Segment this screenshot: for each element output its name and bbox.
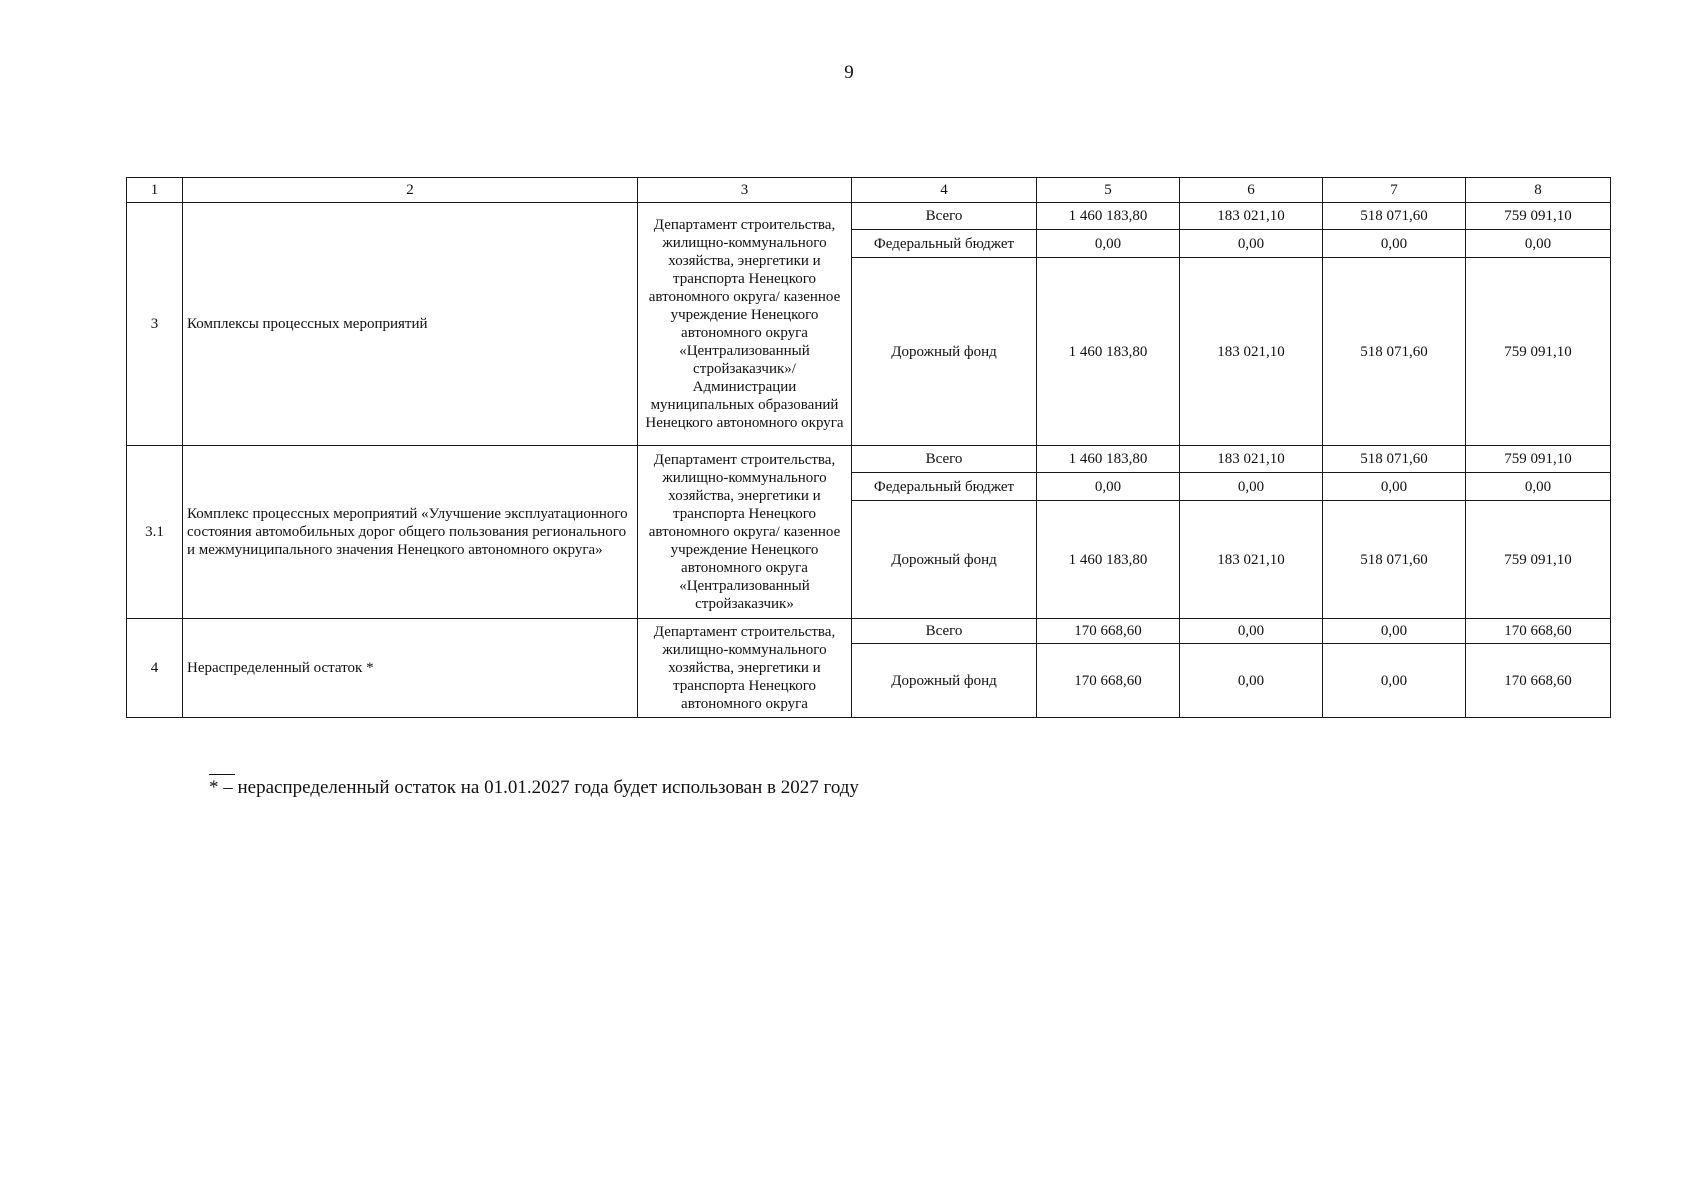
funding-source: Федеральный бюджет — [852, 230, 1037, 258]
amount-cell: 0,00 — [1180, 230, 1323, 258]
amount-cell: 759 091,10 — [1466, 501, 1611, 619]
row-number: 3 — [127, 203, 183, 446]
amount-cell: 0,00 — [1037, 473, 1180, 501]
page-number: 9 — [844, 62, 854, 83]
amount-cell: 0,00 — [1323, 644, 1466, 718]
funding-source: Дорожный фонд — [852, 258, 1037, 446]
executor-cell: Департамент строительства, жилищно-коммунального хозяйства, энергетики и транспорта Ненецкого автономного округа/ казенное учреждение Ненецкого автономного округа «Централизованный стройзаказчик»/ Администрации муниципальных образований Ненецкого автономного округа — [638, 203, 852, 446]
amount-cell: 0,00 — [1323, 230, 1466, 258]
amount-cell: 1 460 183,80 — [1037, 446, 1180, 473]
header-cell: 5 — [1037, 178, 1180, 203]
amount-cell: 170 668,60 — [1466, 619, 1611, 644]
funding-source: Всего — [852, 203, 1037, 230]
amount-cell: 0,00 — [1180, 619, 1323, 644]
amount-cell: 759 091,10 — [1466, 258, 1611, 446]
table-row — [127, 619, 1611, 644]
table-row — [127, 446, 1611, 473]
footnote-divider — [209, 774, 235, 775]
header-cell: 3 — [638, 178, 852, 203]
measure-name: Комплексы процессных мероприятий — [183, 203, 638, 446]
amount-cell: 0,00 — [1180, 644, 1323, 718]
header-row — [127, 178, 1611, 203]
amount-cell: 170 668,60 — [1037, 644, 1180, 718]
amount-cell: 0,00 — [1466, 230, 1611, 258]
executor-cell: Департамент строительства, жилищно-коммунального хозяйства, энергетики и транспорта Ненецкого автономного округа/ казенное учреждение Ненецкого автономного округа «Централизованный стройзаказчик» — [638, 446, 852, 619]
measure-name: Нераспределенный остаток * — [183, 619, 638, 718]
amount-cell: 0,00 — [1037, 230, 1180, 258]
amount-cell: 1 460 183,80 — [1037, 203, 1180, 230]
funding-source: Всего — [852, 619, 1037, 644]
amount-cell: 0,00 — [1323, 619, 1466, 644]
amount-cell: 518 071,60 — [1323, 203, 1466, 230]
amount-cell: 518 071,60 — [1323, 501, 1466, 619]
table-row — [127, 203, 1611, 230]
amount-cell: 1 460 183,80 — [1037, 258, 1180, 446]
amount-cell: 0,00 — [1180, 473, 1323, 501]
amount-cell: 183 021,10 — [1180, 203, 1323, 230]
header-cell: 8 — [1466, 178, 1611, 203]
executor-cell: Департамент строительства, жилищно-коммунального хозяйства, энергетики и транспорта Ненецкого автономного округа — [638, 619, 852, 718]
funding-source: Дорожный фонд — [852, 501, 1037, 619]
amount-cell: 518 071,60 — [1323, 446, 1466, 473]
budget-table — [126, 177, 1611, 718]
amount-cell: 170 668,60 — [1466, 644, 1611, 718]
amount-cell: 183 021,10 — [1180, 501, 1323, 619]
measure-name: Комплекс процессных мероприятий «Улучшение эксплуатационного состояния автомобильных дорог общего пользования регионального и межмуниципального значения Ненецкого автономного округа» — [183, 446, 638, 619]
amount-cell: 0,00 — [1466, 473, 1611, 501]
header-cell: 7 — [1323, 178, 1466, 203]
footnote: * – нераспределенный остаток на 01.01.2027 года будет использован в 2027 году — [209, 777, 859, 798]
amount-cell: 759 091,10 — [1466, 203, 1611, 230]
row-number: 4 — [127, 619, 183, 718]
header-cell: 4 — [852, 178, 1037, 203]
funding-source: Всего — [852, 446, 1037, 473]
amount-cell: 518 071,60 — [1323, 258, 1466, 446]
amount-cell: 183 021,10 — [1180, 446, 1323, 473]
amount-cell: 1 460 183,80 — [1037, 501, 1180, 619]
amount-cell: 170 668,60 — [1037, 619, 1180, 644]
amount-cell: 759 091,10 — [1466, 446, 1611, 473]
header-cell: 2 — [183, 178, 638, 203]
row-number: 3.1 — [127, 446, 183, 619]
amount-cell: 0,00 — [1323, 473, 1466, 501]
funding-source: Федеральный бюджет — [852, 473, 1037, 501]
header-cell: 6 — [1180, 178, 1323, 203]
amount-cell: 183 021,10 — [1180, 258, 1323, 446]
header-cell: 1 — [127, 178, 183, 203]
funding-source: Дорожный фонд — [852, 644, 1037, 718]
